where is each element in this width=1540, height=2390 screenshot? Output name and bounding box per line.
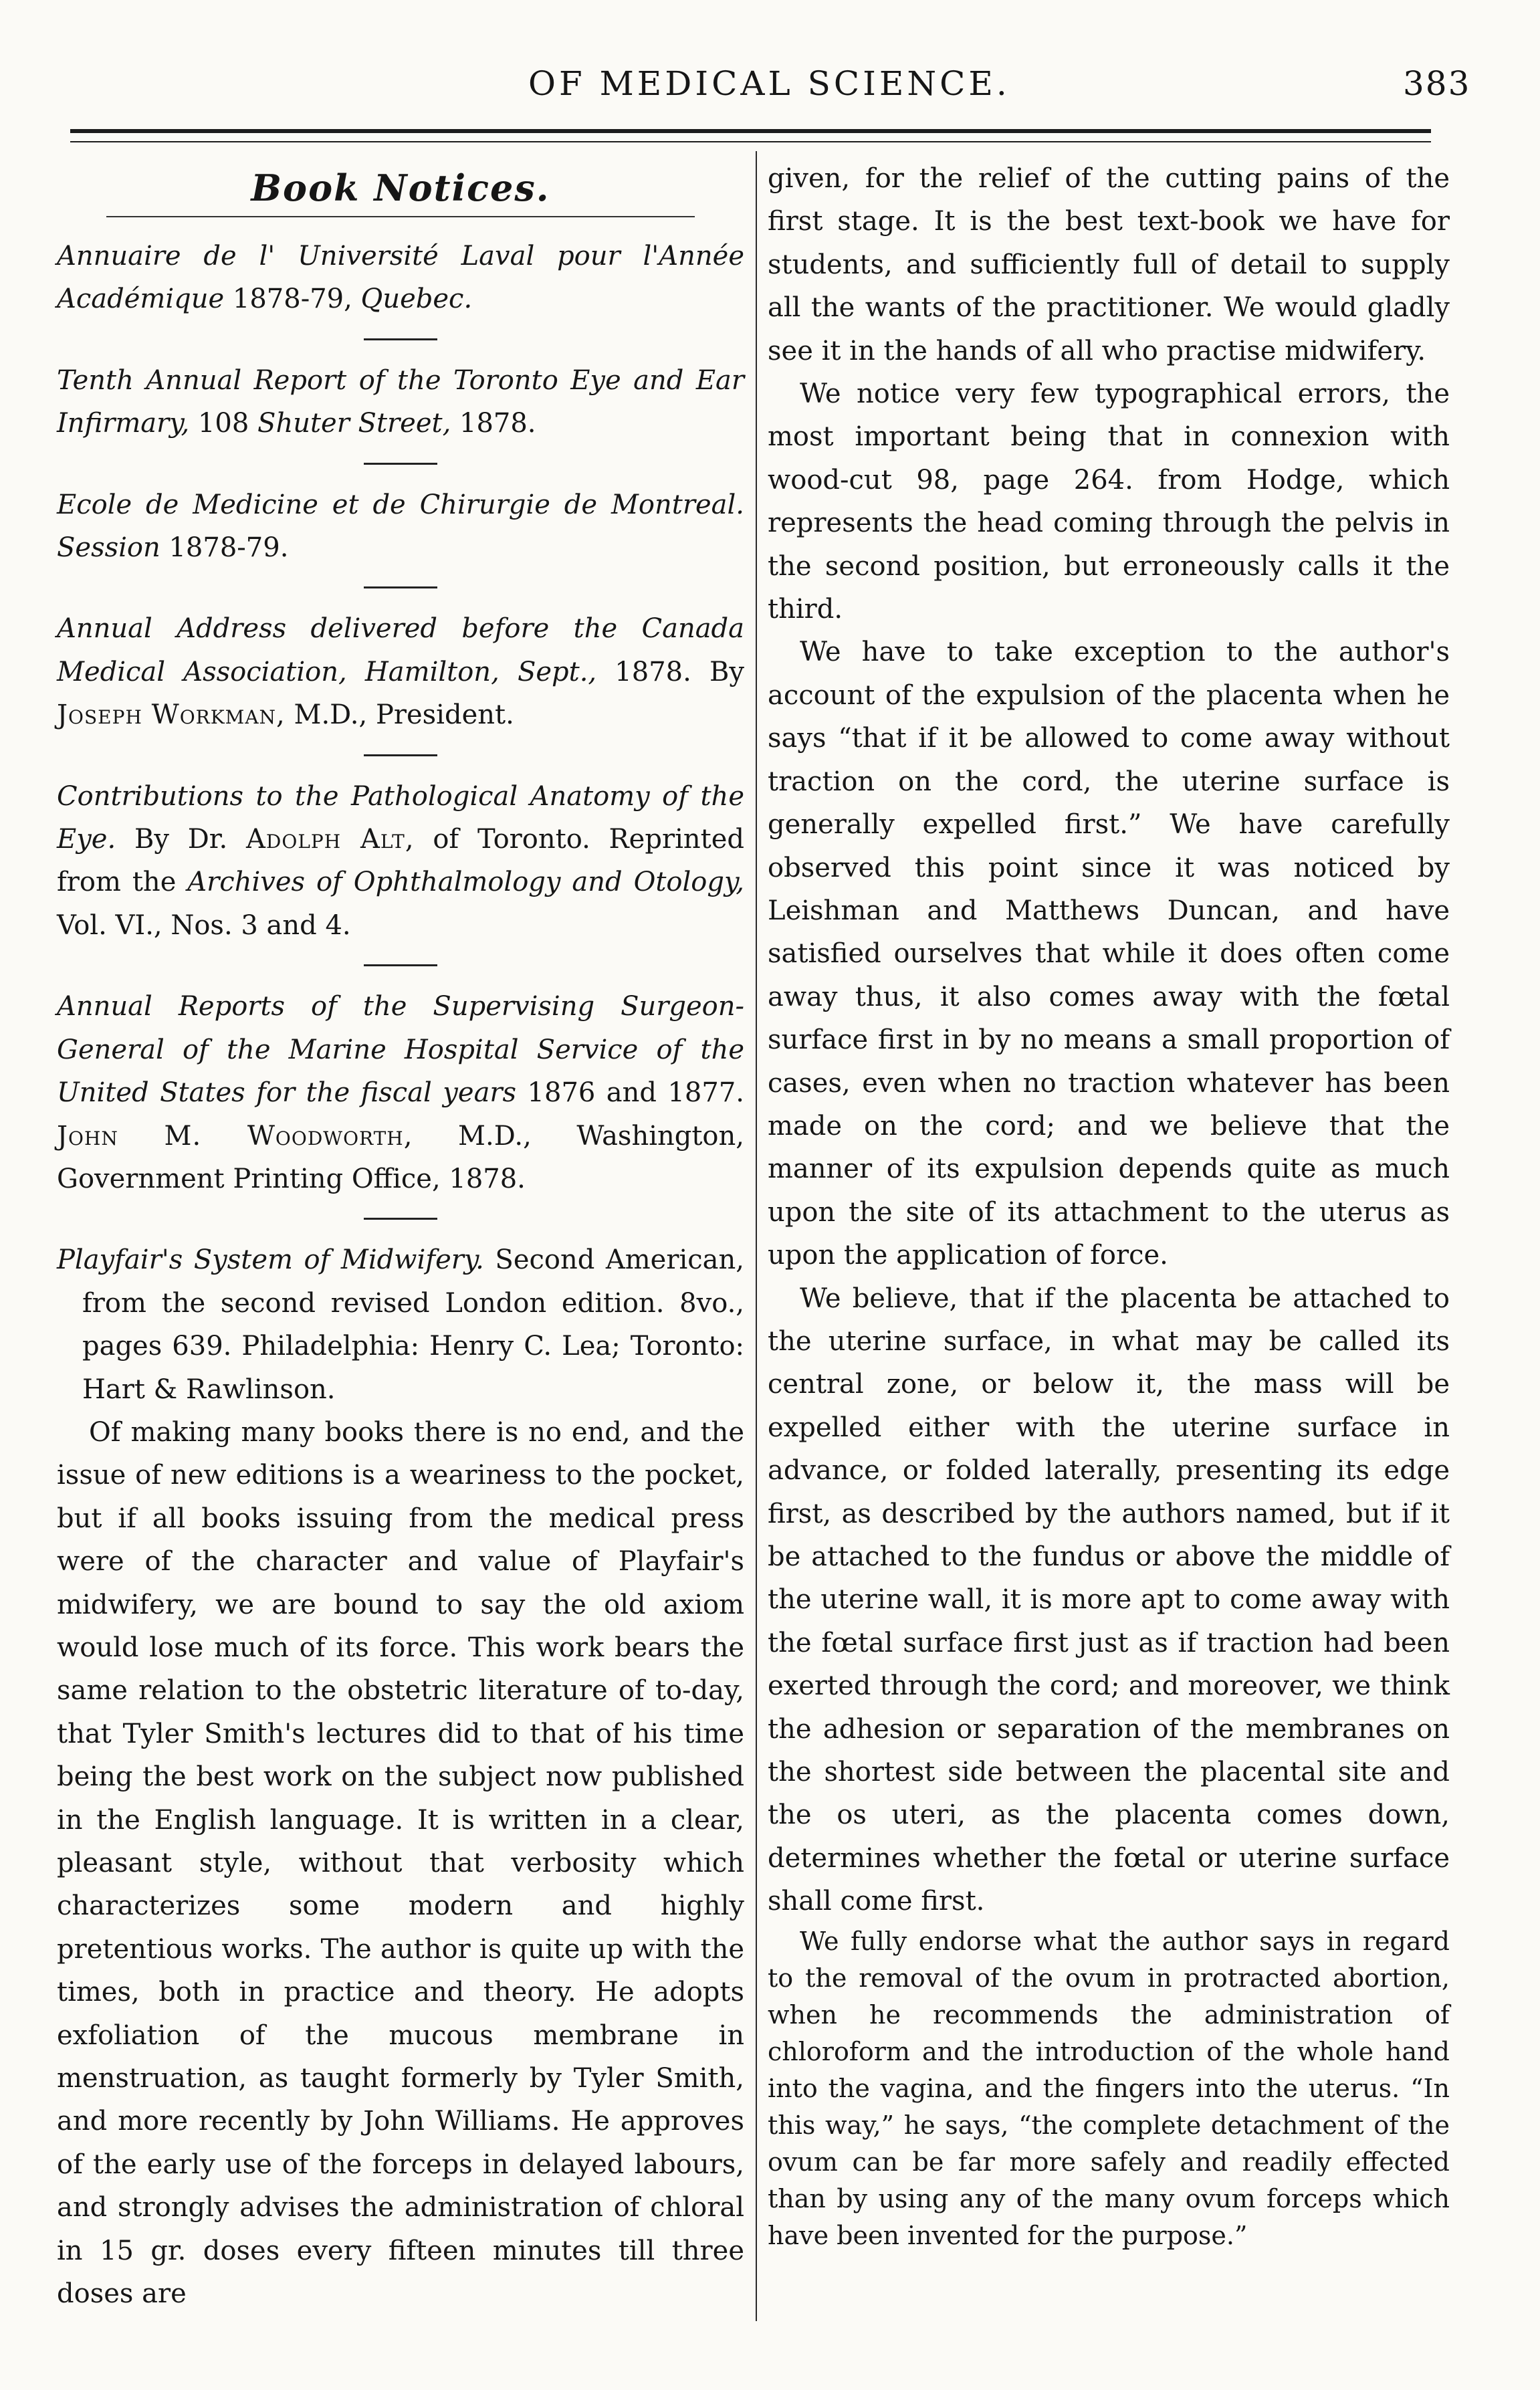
right-column	[768, 157, 1450, 2254]
notice-text-3: Vol. VI., Nos. 3 and 4.	[57, 909, 351, 941]
book-notice-6	[57, 985, 744, 1200]
notice-text: 1878-79.	[160, 532, 289, 564]
notice-title: Annuaire de l' Université Laval pour l'Année Académique	[57, 241, 744, 315]
separator-rule	[364, 1218, 437, 1220]
notice-text-2: M.D., President.	[285, 699, 514, 731]
notice-text: Second American, from the second revised London edition. 8vo., pages 639. Philadelphia: Henry C. Lea; Toronto: Hart & Rawlinson.	[82, 1244, 744, 1405]
notice-title: Annual Reports of the Supervising Surgeon-General of the Marine Hospital Service of the United States for the fiscal years	[57, 991, 744, 1109]
book-notice-5	[57, 775, 744, 948]
notice-place: Quebec.	[360, 284, 473, 315]
section-heading: Book Notices.	[251, 167, 550, 209]
notice-text: 1876 and 1877.	[516, 1077, 744, 1109]
column-divider	[756, 151, 757, 2321]
review-paragraph: We fully endorse what the author says in regard to the removal of the ovum in protracted abortion, when he recommends the administration of chloroform and the introduction of the whole hand into the vagina, and the fingers into the uterus. “In this way,” he says, “the complete detachment of the ovum can be far more safely and readily effected than by using any of the many ovum forceps which have been invented for the purpose.”	[768, 1926, 1450, 2250]
header-rule-thick	[70, 129, 1431, 133]
book-notice-1	[57, 235, 744, 321]
heading-rule	[106, 216, 695, 217]
review-paragraph: We notice very few typographical errors, the most important being that in connexion with wood-cut 98, page 264. from Hodge, which represents the head coming through the pelvis in the second position, but erroneously calls it the third.	[768, 378, 1450, 625]
notice-author: Adolph Alt,	[246, 824, 415, 855]
header-rule-thin	[70, 141, 1431, 142]
notice-title: Annual Address delivered before the Canada Medical Association, Hamilton, Sept.,	[57, 613, 744, 687]
notice-text: 1878. By	[596, 656, 744, 687]
notice-text: 1878-79,	[224, 284, 361, 315]
notice-journal: Archives of Ophthalmology and Otology,	[187, 867, 744, 898]
separator-rule	[364, 338, 437, 340]
review-paragraph: We believe, that if the placenta be attached to the uterine surface, in what may be called its central zone, or below it, the mass will be expelled either with the uterine surface in advance, or folded laterally, presenting its edge first, as described by the authors named, but if it be attached to the fundus or above the middle of the uterine wall, it is more apt to come away with the fœtal surface first just as if traction had been exerted through the cord; and moreover, we think the adhesion or separation of the membranes on the shortest side between the placental site and the os uteri, as the placenta comes down, determines whether the fœtal or uterine surface shall come first.	[768, 1283, 1450, 1917]
notice-street: Shuter Street,	[257, 408, 451, 439]
left-column	[57, 157, 744, 2315]
running-head	[0, 64, 1540, 118]
notice-title: Tenth Annual Report of the Toronto Eye and Ear Infirmary,	[57, 364, 744, 439]
notice-text: 108	[189, 408, 258, 439]
review-paragraph: given, for the relief of the cutting pains of the first stage. It is the best text-book we have for students, and sufficiently full of detail to supply all the wants of the practitioner. We would gladly see it in the hands of all who practise midwifery.	[768, 163, 1450, 366]
separator-rule	[364, 964, 437, 966]
separator-rule	[364, 586, 437, 588]
notice-author: John M. Woodworth,	[57, 1120, 413, 1152]
notice-title: Ecole de Medicine et de Chirurgie de Montreal. Session	[57, 489, 744, 564]
book-notice-3	[57, 483, 744, 570]
page-number: 383	[1403, 64, 1471, 103]
review-paragraph: Of making many books there is no end, and the issue of new editions is a weariness to the pocket, but if all books issuing from the medical press were of the character and value of Playfair's midwifery, we are bound to say the old axiom would lose much of its force. This work bears the same relation to the obstetric literature of to-day, that Tyler Smith's lectures did to that of his time being the best work on the subject now published in the English language. It is written in a clear, pleasant style, without that verbosity which characterizes some modern and highly pretentious works. The author is quite up with the times, both in practice and theory. He adopts exfoliation of the mucous membrane in menstruation, as taught formerly by Tyler Smith, and more recently by John Williams. He approves of the early use of the forceps in delayed labours, and strongly advises the administration of chloral in 15 gr. doses every fifteen minutes till three doses are	[57, 1416, 744, 2310]
notice-title: Playfair's System of Midwifery.	[57, 1244, 484, 1276]
running-title: OF MEDICAL SCIENCE.	[528, 64, 1010, 103]
playfair-notice	[57, 1238, 744, 1411]
notice-text: By Dr.	[116, 824, 247, 855]
notice-title: Contributions to the Pathological Anatomy of the Eye.	[57, 780, 744, 855]
separator-rule	[364, 754, 437, 756]
book-notice-4	[57, 607, 744, 736]
notice-text-2: M.D., Washington, Government Printing Office, 1878.	[57, 1120, 744, 1194]
notice-year: 1878.	[451, 408, 536, 439]
review-paragraph: We have to take exception to the author's account of the expulsion of the placenta when he says “that if it be allowed to come away without traction on the cord, the uterine surface is generally expelled first.” We have carefully observed this point since it was noticed by Leishman and Matthews Duncan, and have satisfied ourselves that while it does often come away thus, it also comes away with the fœtal surface first in by no means a small proportion of cases, even when no traction whatever has been made on the cord; and we believe that the manner of its expulsion depends quite as much upon the site of its attachment to the uterus as upon the application of force.	[768, 637, 1450, 1271]
notice-author: Joseph Workman,	[57, 699, 286, 731]
separator-rule	[364, 463, 437, 465]
book-notice-2	[57, 359, 744, 445]
notice-text-2: of Toronto. Reprinted from the	[57, 824, 744, 898]
